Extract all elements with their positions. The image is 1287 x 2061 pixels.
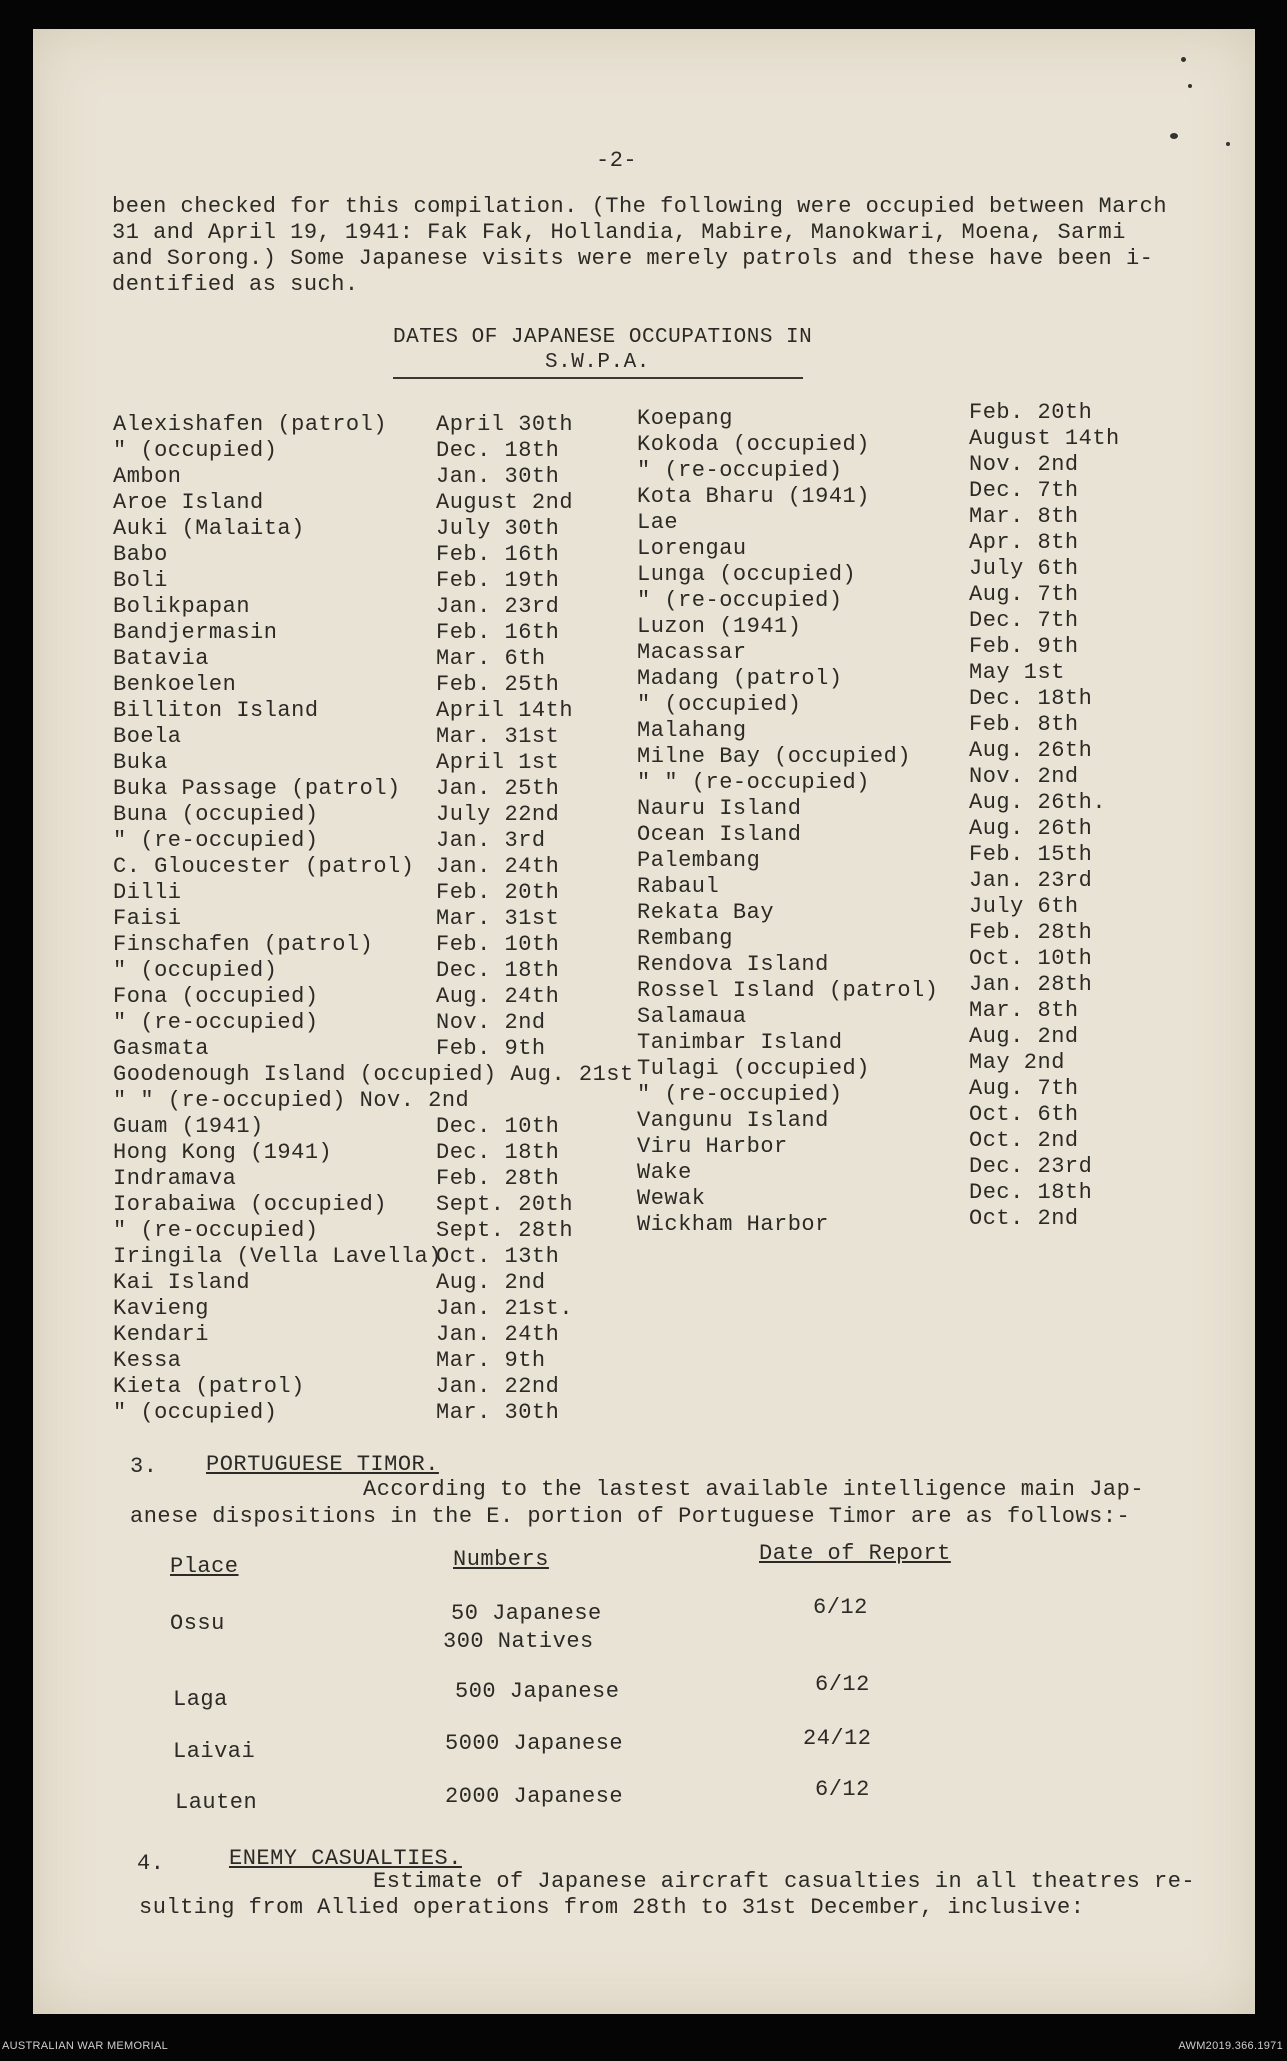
occupation-date: Nov. 2nd (969, 764, 1079, 789)
place-name: Rossel Island (patrol) (637, 978, 939, 1003)
occupation-date: Feb. 16th (436, 620, 560, 645)
occupation-date: Dec. 23rd (969, 1154, 1093, 1179)
occupation-date: Dec. 18th (969, 686, 1093, 711)
section-4-number: 4. (137, 1851, 165, 1876)
place-name: Ambon (113, 464, 182, 489)
occupation-date: Apr. 8th (969, 530, 1079, 555)
place-name: Gasmata (113, 1036, 209, 1061)
place-name: Benkoelen (113, 672, 237, 697)
place-name: Bandjermasin (113, 620, 278, 645)
occupation-date: Dec. 7th (969, 478, 1079, 503)
occupation-date: Feb. 19th (436, 568, 560, 593)
occupation-date: Feb. 20th (436, 880, 560, 905)
place-name: Lorengau (637, 536, 747, 561)
place-name: Babo (113, 542, 168, 567)
occupation-date: Sept. 28th (436, 1218, 574, 1243)
occupation-date: July 6th (969, 894, 1079, 919)
place-name: Aroe Island (113, 490, 264, 515)
occupation-date: Oct. 2nd (969, 1128, 1079, 1153)
section-3-number: 3. (130, 1454, 158, 1479)
place-name: Guam (1941) (113, 1114, 264, 1139)
intro-line: been checked for this compilation. (The following were occupied between March (112, 194, 1168, 219)
occupation-date: Oct. 6th (969, 1102, 1079, 1127)
place-name: Kessa (113, 1348, 182, 1373)
place-name: Salamaua (637, 1004, 747, 1029)
occupation-date: Mar. 6th (436, 646, 546, 671)
section-4-heading: ENEMY CASUALTIES. (229, 1846, 462, 1871)
page-number: -2- (596, 148, 638, 173)
date-cell: 24/12 (803, 1726, 872, 1751)
occupation-date: April 14th (436, 698, 574, 723)
intro-line: 31 and April 19, 1941: Fak Fak, Hollandia, Mabire, Manokwari, Moena, Sarmi (112, 220, 1126, 245)
occupation-date: Jan. 22nd (436, 1374, 560, 1399)
occupation-date: Aug. 26th. (969, 790, 1107, 815)
place-cell: Laivai (173, 1739, 256, 1764)
occupation-date: Dec. 18th (436, 438, 560, 463)
intro-line: and Sorong.) Some Japanese visits were merely patrols and these have been i- (112, 246, 1154, 271)
column-header-numbers: Numbers (453, 1547, 549, 1572)
place-name: Palembang (637, 848, 761, 873)
place-name: Faisi (113, 906, 182, 931)
occupation-date: July 22nd (436, 802, 560, 827)
occupation-date: Jan. 25th (436, 776, 560, 801)
date-cell: 6/12 (813, 1595, 868, 1620)
occupation-date: Oct. 2nd (969, 1206, 1079, 1231)
place-name: Alexishafen (patrol) (113, 412, 388, 437)
occupation-date: Mar. 8th (969, 504, 1079, 529)
place-name: Viru Harbor (637, 1134, 788, 1159)
place-name: Fona (occupied) (113, 984, 319, 1009)
occupation-date: May 2nd (969, 1050, 1065, 1075)
left-dates-column (436, 412, 573, 1426)
section-4-text: sulting from Allied operations from 28th to 31st December, inclusive: (139, 1895, 1085, 1920)
place-name: Wickham Harbor (637, 1212, 829, 1237)
place-name: C. Gloucester (patrol) (113, 854, 415, 879)
place-name: Kota Bharu (1941) (637, 484, 870, 509)
occupation-date: Aug. 7th (969, 1076, 1079, 1101)
place-name: " (occupied) (113, 958, 278, 983)
occupation-date: Feb. 10th (436, 932, 560, 957)
occupation-date: Mar. 8th (969, 998, 1079, 1023)
place-name: Lunga (occupied) (637, 562, 857, 587)
occupation-date: Aug. 26th (969, 816, 1093, 841)
place-name: Iorabaiwa (occupied) (113, 1192, 388, 1217)
numbers-cell: 500 Japanese (455, 1679, 620, 1704)
place-name: Wewak (637, 1186, 706, 1211)
occupation-date: Dec. 18th (436, 958, 560, 983)
footer-accession-number: AWM2019.366.1971 (1178, 2040, 1283, 2052)
speck-mark (1170, 133, 1178, 139)
section-4-text: Estimate of Japanese aircraft casualties in all theatres re- (373, 1869, 1196, 1894)
table-title: DATES OF JAPANESE OCCUPATIONS IN (393, 326, 813, 349)
numbers-cell: 50 Japanese (451, 1601, 602, 1626)
occupation-date: Aug. 26th (969, 738, 1093, 763)
numbers-cell: 5000 Japanese (445, 1731, 624, 1756)
place-cell: Ossu (170, 1611, 225, 1636)
place-name: " (occupied) (637, 692, 802, 717)
occupation-date: Jan. 24th (436, 854, 560, 879)
place-name: Kavieng (113, 1296, 209, 1321)
occupation-date: August 2nd (436, 490, 574, 515)
occupation-date: Mar. 30th (436, 1400, 560, 1425)
place-name: Dilli (113, 880, 182, 905)
occupation-date: Nov. 2nd (436, 1010, 546, 1035)
place-name: " (re-occupied) (113, 828, 319, 853)
place-name: " (re-occupied) (637, 1082, 843, 1107)
place-name: Auki (Malaita) (113, 516, 305, 541)
place-name: Malahang (637, 718, 747, 743)
place-name: Madang (patrol) (637, 666, 843, 691)
occupation-date: Jan. 28th (969, 972, 1093, 997)
place-name: Hong Kong (1941) (113, 1140, 333, 1165)
place-cell: Lauten (175, 1790, 258, 1815)
place-name: Boela (113, 724, 182, 749)
column-header-date: Date of Report (759, 1541, 951, 1566)
place-cell: Laga (173, 1687, 228, 1712)
occupation-date: Dec. 18th (969, 1180, 1093, 1205)
intro-line: dentified as such. (112, 272, 359, 297)
occupation-date: Oct. 13th (436, 1244, 560, 1269)
speck-mark (1226, 142, 1230, 146)
title-underline (393, 377, 803, 379)
place-name: Buka Passage (patrol) (113, 776, 401, 801)
column-header-place: Place (170, 1554, 239, 1579)
table-subtitle: S.W.P.A. (545, 351, 650, 374)
date-cell: 6/12 (815, 1777, 870, 1802)
place-name: Boli (113, 568, 168, 593)
occupation-date: Jan. 23rd (969, 868, 1093, 893)
place-name: Kai Island (113, 1270, 251, 1295)
place-name: Buka (113, 750, 168, 775)
numbers-cell: 2000 Japanese (445, 1784, 624, 1809)
place-name: Wake (637, 1160, 692, 1185)
occupation-date: Nov. 2nd (969, 452, 1079, 477)
place-name: Bolikpapan (113, 594, 251, 619)
occupation-date: Jan. 30th (436, 464, 560, 489)
date-cell: 6/12 (815, 1672, 870, 1697)
place-name: Rembang (637, 926, 733, 951)
occupation-date (436, 1062, 573, 1088)
speck-mark (1188, 84, 1192, 88)
occupation-date: Sept. 20th (436, 1192, 574, 1217)
occupation-date (436, 1088, 573, 1114)
section-3-text: According to the lastest available intelligence main Jap- (363, 1477, 1145, 1502)
place-name: Rabaul (637, 874, 720, 899)
occupation-date: Dec. 7th (969, 608, 1079, 633)
place-name: Ocean Island (637, 822, 802, 847)
place-name: Tulagi (occupied) (637, 1056, 870, 1081)
occupation-date: Feb. 25th (436, 672, 560, 697)
place-name: " (re-occupied) (113, 1010, 319, 1035)
occupation-date: Mar. 9th (436, 1348, 546, 1373)
occupation-date: Jan. 21st. (436, 1296, 574, 1321)
occupation-date: May 1st (969, 660, 1065, 685)
section-3-text: anese dispositions in the E. portion of Portuguese Timor are as follows:- (130, 1504, 1131, 1529)
occupation-date: July 6th (969, 556, 1079, 581)
place-name: Buna (occupied) (113, 802, 319, 827)
occupation-date: Mar. 31st (436, 724, 560, 749)
place-name: Indramava (113, 1166, 237, 1191)
place-name: Vangunu Island (637, 1108, 829, 1133)
place-name: Tanimbar Island (637, 1030, 843, 1055)
place-name: Billiton Island (113, 698, 319, 723)
occupation-date: Feb. 16th (436, 542, 560, 567)
place-name: Kokoda (occupied) (637, 432, 870, 457)
occupation-date: Dec. 10th (436, 1114, 560, 1139)
occupation-date: August 14th (969, 426, 1120, 451)
place-name: " (occupied) (113, 1400, 278, 1425)
place-name: " " (re-occupied) Nov. 2nd (113, 1088, 470, 1113)
place-name: Nauru Island (637, 796, 802, 821)
right-names-column (637, 406, 938, 1238)
occupation-date: July 30th (436, 516, 560, 541)
occupation-date: Jan. 24th (436, 1322, 560, 1347)
place-name: Lae (637, 510, 679, 535)
intro-paragraph (112, 194, 1167, 298)
place-name: Rendova Island (637, 952, 829, 977)
footer-credit: AUSTRALIAN WAR MEMORIAL (2, 2040, 169, 2052)
right-dates-column (969, 400, 1120, 1232)
place-name: Finschafen (patrol) (113, 932, 374, 957)
occupation-date: Jan. 23rd (436, 594, 560, 619)
document-page (33, 29, 1255, 2014)
occupation-date: Oct. 10th (969, 946, 1093, 971)
place-name: " " (re-occupied) (637, 770, 870, 795)
place-name: Rekata Bay (637, 900, 775, 925)
occupation-date: Feb. 8th (969, 712, 1079, 737)
place-name: Kieta (patrol) (113, 1374, 305, 1399)
place-name: Kendari (113, 1322, 209, 1347)
place-name: " (re-occupied) (637, 588, 843, 613)
occupation-date: Mar. 31st (436, 906, 560, 931)
section-3-heading: PORTUGUESE TIMOR. (206, 1452, 439, 1477)
occupation-date: Aug. 2nd (436, 1270, 546, 1295)
occupation-date: Feb. 28th (969, 920, 1093, 945)
occupation-date: Jan. 3rd (436, 828, 546, 853)
place-name: " (re-occupied) (113, 1218, 319, 1243)
occupation-date: April 30th (436, 412, 574, 437)
occupation-date: Feb. 9th (969, 634, 1079, 659)
place-name: Iringila (Vella Lavella) (113, 1244, 442, 1269)
occupation-date: Feb. 20th (969, 400, 1093, 425)
occupation-date: Aug. 24th (436, 984, 560, 1009)
place-name: Luzon (1941) (637, 614, 802, 639)
place-name: " (re-occupied) (637, 458, 843, 483)
occupation-date: Feb. 28th (436, 1166, 560, 1191)
occupation-date: Aug. 2nd (969, 1024, 1079, 1049)
place-name: Macassar (637, 640, 747, 665)
occupation-date: Dec. 18th (436, 1140, 560, 1165)
occupation-date: April 1st (436, 750, 560, 775)
occupation-date: Feb. 9th (436, 1036, 546, 1061)
occupation-date: Aug. 7th (969, 582, 1079, 607)
place-name: Batavia (113, 646, 209, 671)
place-name: Koepang (637, 406, 733, 431)
occupation-date: Feb. 15th (969, 842, 1093, 867)
speck-mark (1181, 57, 1186, 62)
place-name: " (occupied) (113, 438, 278, 463)
place-name: Milne Bay (occupied) (637, 744, 912, 769)
place-name: Goodenough Island (occupied) Aug. 21st (113, 1062, 634, 1087)
numbers-cell: 300 Natives (443, 1629, 594, 1654)
